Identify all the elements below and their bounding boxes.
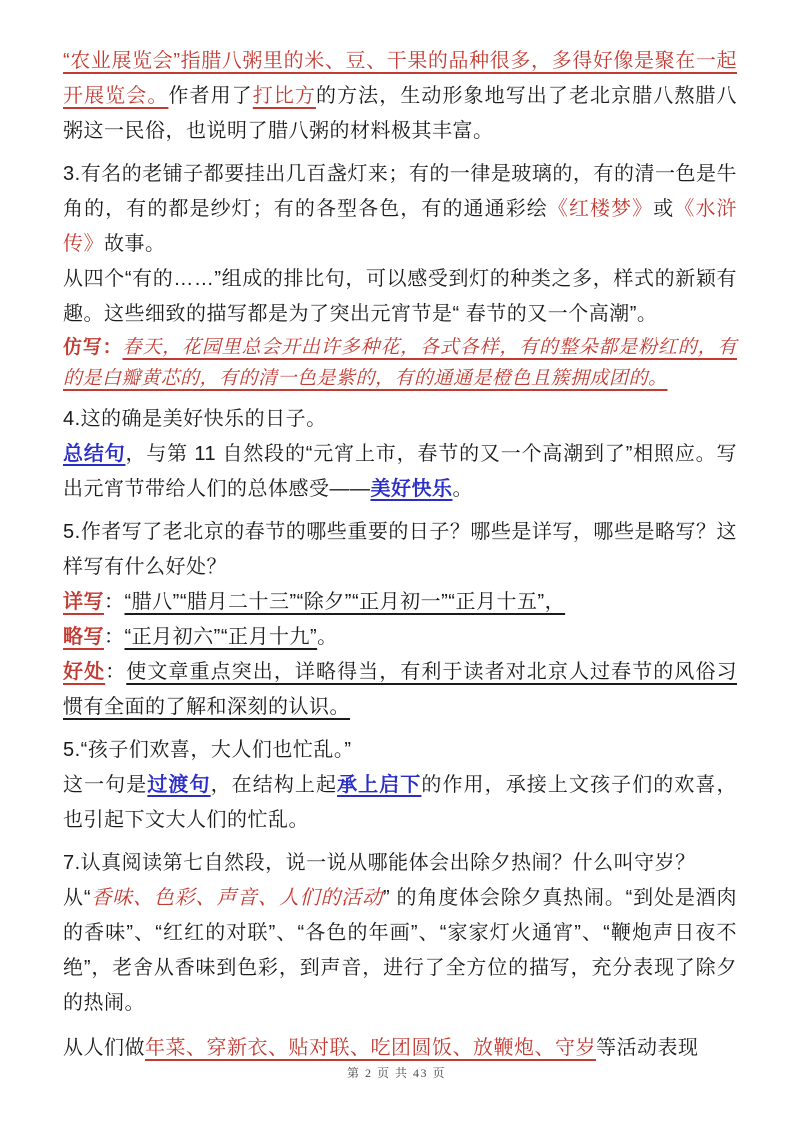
answer-brief-writing — [63, 620, 737, 655]
answer-transition-sentence — [63, 768, 737, 838]
question-5b-children-quote — [63, 733, 737, 768]
text-segment: 美好快乐 — [370, 478, 453, 500]
text-segment: 总结句 — [63, 443, 126, 465]
question-7-new-years-eve — [63, 846, 737, 881]
text-segment: ” 的角度体会除夕真热闹。“到处是酒肉的香味”、“红红的对联”、“各色的年画”、“家家灯火通宵”、“鞭炮声日夜不绝”，老舍从香味到色彩，到声音，进行了全方位的描写，充分表现了除夕的热闹。 — [63, 887, 737, 1014]
text-segment: 7.认真阅读第七自然段，说一说从哪能体会出除夕热闹？什么叫守岁？ — [63, 852, 696, 874]
answer-summary-sentence — [63, 437, 737, 507]
answer-lantern-parallelism — [63, 262, 737, 332]
text-segment: 。 — [317, 626, 338, 648]
text-segment: 的方法，生动形象地写出了老北京腊八熬腊八粥这一民俗，也说明了腊八粥的材料极其丰富。 — [63, 85, 738, 142]
text-segment: 从“ — [63, 887, 91, 909]
question-3-lanterns — [63, 157, 737, 262]
text-segment: 详写 — [63, 591, 104, 613]
text-segment: 承上启下 — [337, 774, 422, 796]
text-segment: 从四个“有的……”组成的排比句，可以感受到灯的种类之多，样式的新颖有趣。这些细致的描写都是为了突出元宵节是“ 春节的又一个高潮”。 — [63, 268, 737, 325]
text-segment: 故事。 — [104, 233, 166, 255]
text-segment: 过渡句 — [147, 774, 211, 796]
text-segment: 。 — [452, 478, 473, 500]
text-segment: 香味、色彩、声音、人们的活动 — [91, 887, 383, 909]
answer-activities — [63, 1031, 737, 1066]
fangxie-imitation — [63, 332, 737, 394]
question-5-important-days — [63, 515, 737, 585]
text-segment: ，与第 11 自然段的“元宵上市，春节的又一个高潮到了”相照应。写出元宵节带给人们的总体感受—— — [63, 443, 737, 500]
text-segment: ： — [104, 626, 125, 648]
text-segment: 4.这的确是美好快乐的日子。 — [63, 408, 327, 430]
text-segment: 《红楼梦》 — [547, 198, 654, 220]
text-segment: 年菜、穿新衣、贴对联、吃团圆饭、放鞭炮、守岁 — [145, 1037, 596, 1059]
text-segment: 春天，花园里总会开出许多种花，各式各样，有的整朵都是粉红的，有的是白瓣黄芯的，有的清一色是紫的，有的通通是橙色且簇拥成团的。 — [63, 337, 737, 389]
text-segment: “农业展览会”指腊八粥里的米、豆、干果的品种很多，多得好像是聚在一起开展览会。 — [63, 50, 737, 107]
answer-chuxi-liveliness — [63, 881, 737, 1021]
text-segment: 《水浒传》 — [63, 198, 738, 255]
text-segment: 使文章重点突出，详略得当，有利于读者对北京人过春节的风俗习惯有全面的了解和深刻的认识。 — [63, 661, 738, 718]
text-segment: 从人们做 — [63, 1037, 145, 1059]
text-segment: 3.有名的老铺子都要挂出几百盏灯来；有的一律是玻璃的，有的清一色是牛角的，有的都是纱灯；有的各型各色，有的通通彩绘 — [63, 163, 737, 220]
text-segment: 这一句是 — [63, 774, 148, 796]
page-footer: 第 2 页 共 43 页 — [346, 1066, 446, 1080]
text-segment: 作者用了 — [168, 85, 253, 107]
text-segment: 等活动表现 — [596, 1037, 699, 1059]
text-segment: ，在结构上起 — [210, 774, 338, 796]
text-segment: 的作用，承接上文孩子们的欢喜，也引起下文大人们的忙乱。 — [63, 774, 738, 831]
answer-detailed-writing — [63, 585, 737, 620]
text-segment: ： — [105, 661, 127, 683]
text-segment: 5.“孩子们欢喜，大人们也忙乱。” — [63, 739, 352, 761]
text-segment: 略写 — [63, 626, 104, 648]
text-segment: 5.作者写了老北京的春节的哪些重要的日子？哪些是详写，哪些是略写？这样写有什么好处？ — [63, 521, 737, 578]
text-segment: 或 — [653, 198, 675, 220]
text-segment: 仿写： — [63, 337, 123, 358]
question-4-happy-days — [63, 402, 737, 437]
answer-benefit — [63, 655, 737, 725]
text-segment: 好处 — [63, 661, 106, 683]
text-segment: “正月初六”“正月十九” — [124, 626, 318, 648]
text-segment: “腊八”“腊月二十三”“除夕”“正月初一”“正月十五”， — [124, 591, 566, 613]
answer-laba-exhibition — [63, 44, 737, 149]
text-segment: ： — [104, 591, 125, 613]
text-segment: 打比方 — [252, 85, 316, 107]
